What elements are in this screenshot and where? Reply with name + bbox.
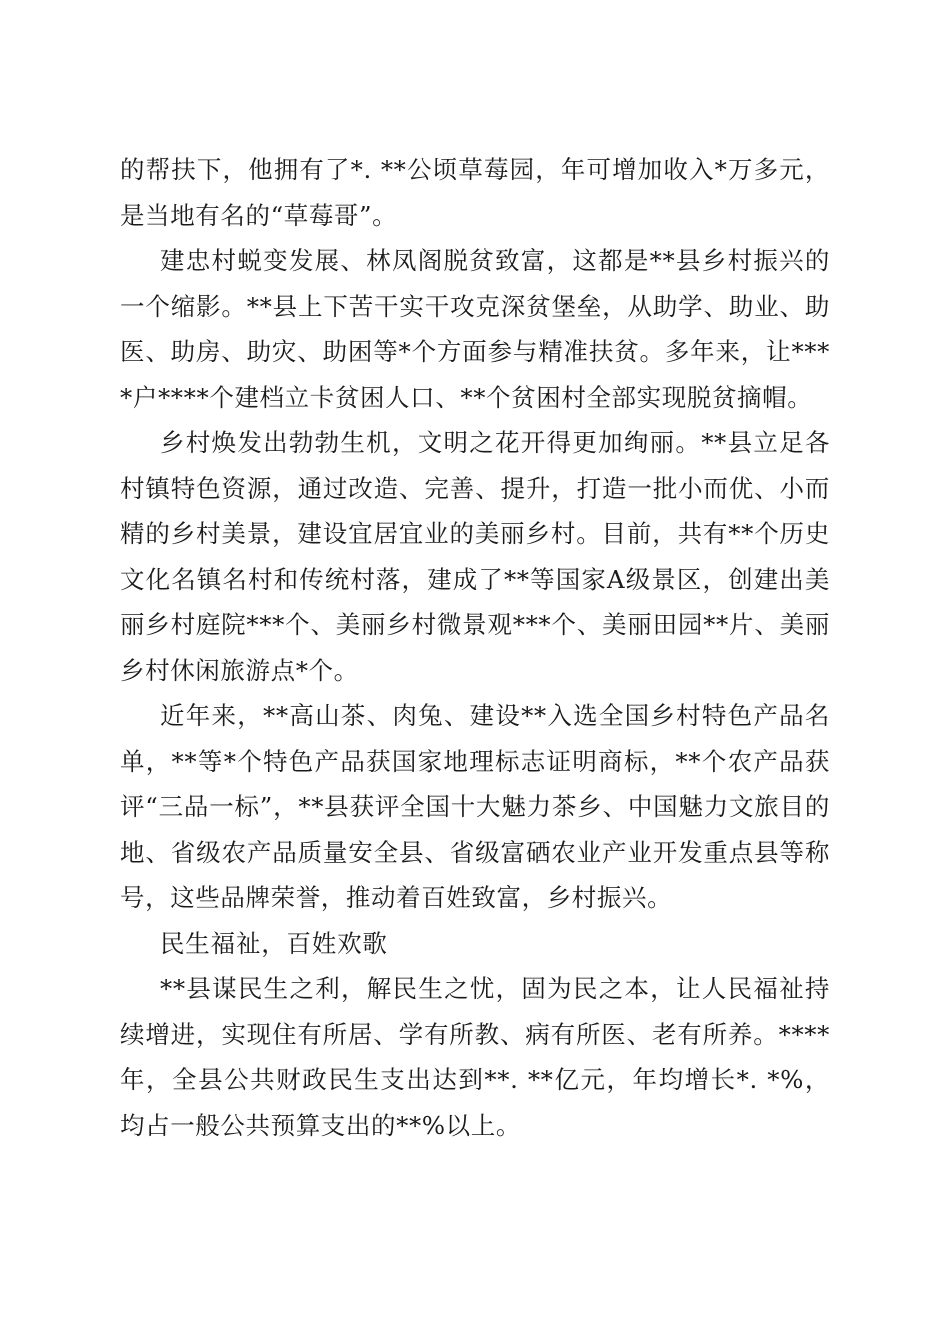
paragraph-specialty-products: 近年来，**高山茶、肉兔、建设**入选全国乡村特色产品名单，**等*个特色产品获国家地理标志证明商标，**个农产品获评“三品一标”，**县获评全国十大魅力茶乡、中国魅力文旅目的地、省级农产品质量安全县、省级富硒农业产业开发重点县等称号，这些品牌荣誉，推动着百姓致富，乡村振兴。 <box>120 701 830 912</box>
paragraph-poverty-alleviation: 建忠村蜕变发展、林凤阁脱贫致富，这都是**县乡村振兴的一个缩影。**县上下苦干实干攻克深贫堡垒，从助学、助业、助医、助房、助灾、助困等*个方面参与精准扶贫。多年来，让****户****个建档立卡贫困人口、**个贫困村全部实现脱贫摘帽。 <box>120 246 830 412</box>
paragraph-beautiful-villages: 乡村焕发出勃勃生机，文明之花开得更加绚丽。**县立足各村镇特色资源，通过改造、完善、提升，打造一批小而优、小而精的乡村美景，建设宜居宜业的美丽乡村。目前，共有**个历史文化名镇名村和传统村落，建成了**等国家A级景区，创建出美丽乡村庭院***个、美丽乡村微景观***个、美丽田园**片、美丽乡村休闲旅游点*个。 <box>120 428 830 685</box>
section-heading: 民生福祉，百姓欢歌 <box>160 928 388 958</box>
paragraph-livelihood: **县谋民生之利，解民生之忧，固为民之本，让人民福祉持续增进，实现住有所居、学有所教、病有所医、老有所养。****年，全县公共财政民生支出达到**. **亿元，年均增长*. *%，均占一般公共预算支出的**%以上。 <box>120 974 830 1140</box>
paragraph-continuation: 的帮扶下，他拥有了*. **公顷草莓园，年可增加收入*万多元，是当地有名的“草莓哥”。 <box>120 155 830 230</box>
document-body <box>120 147 830 1148</box>
